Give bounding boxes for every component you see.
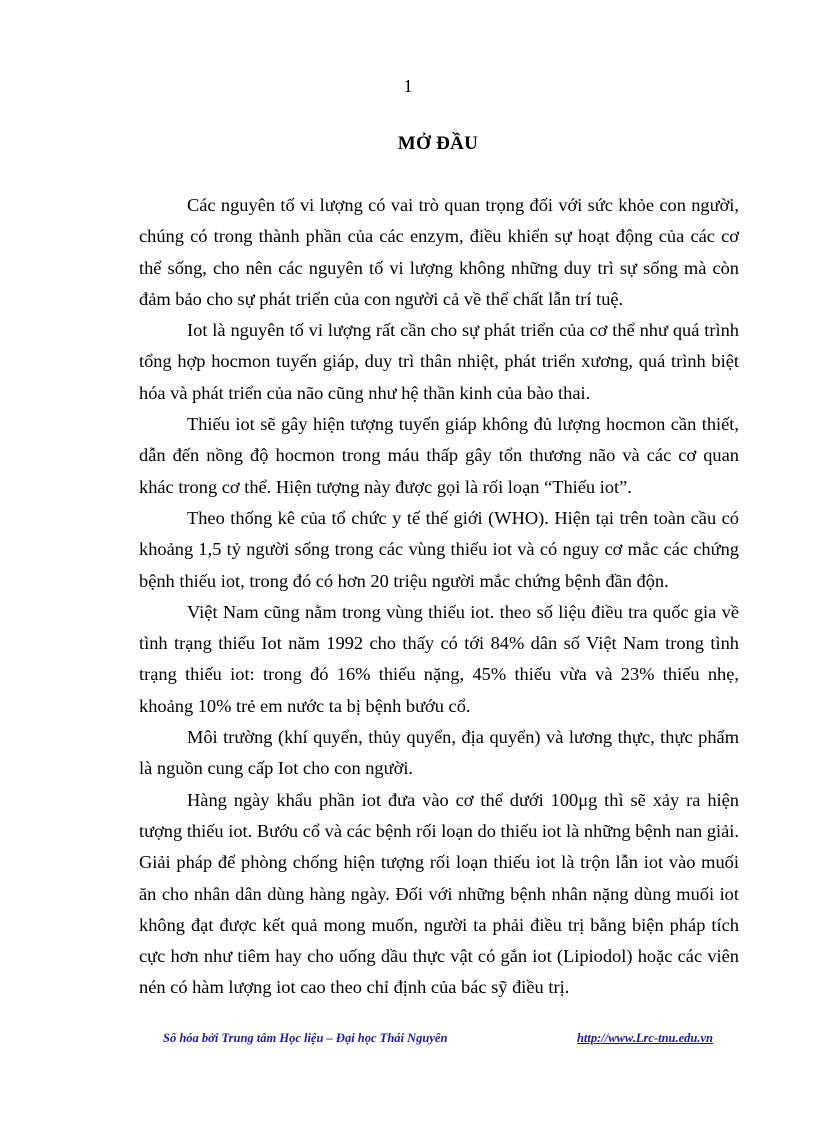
paragraph: Các nguyên tố vi lượng có vai trò quan trọng đối với sức khỏe con người, chúng có trong thành phần của các enzym, điều khiển sự hoạt động của các cơ thể sống, cho nên các nguyên tố vi lượng không những duy trì sự sống mà còn đảm bảo cho sự phát triển của con người cả về thể chất lẫn trí tuệ.: [139, 195, 739, 309]
paragraph: Thiếu iot sẽ gây hiện tượng tuyến giáp không đủ lượng hocmon cần thiết, dẫn đến nồng độ hocmon trong máu thấp gây tổn thương não và các cơ quan khác trong cơ thể. Hiện tượng này được gọi là rối loạn “Thiếu iot”.: [139, 414, 739, 497]
page-number: 1: [403, 76, 413, 96]
body-text: [139, 190, 739, 1004]
footer-source-text: Số hóa bởi Trung tâm Học liệu – Đại học Thái Nguyên: [163, 1031, 448, 1045]
paragraph: Việt Nam cũng nằm trong vùng thiếu iot. theo số liệu điều tra quốc gia về tình trạng thiếu Iot năm 1992 cho thấy có tới 84% dân số Việt Nam trong tình trạng thiếu iot: trong đó 16% thiếu nặng, 45% thiếu vừa và 23% thiếu nhẹ, khoảng 10% trẻ em nước ta bị bệnh bướu cổ.: [139, 601, 739, 716]
paragraph: Theo thống kê của tổ chức y tế thế giới (WHO). Hiện tại trên toàn cầu có khoảng 1,5 tỷ người sống trong các vùng thiếu iot và có nguy cơ mắc các chứng bệnh thiếu iot, trong đó có hơn 20 triệu người mắc chứng bệnh đần độn.: [139, 507, 739, 591]
paragraph: Iot là nguyên tố vi lượng rất cần cho sự phát triển của cơ thể như quá trình tổng hợp hocmon tuyến giáp, duy trì thân nhiệt, phát triển xương, quá trình biệt hóa và phát triển của não cũng như hệ thần kinh của bào thai.: [139, 320, 739, 403]
paragraph: Môi trường (khí quyển, thủy quyển, địa quyển) và lương thực, thực phẩm là nguồn cung cấp Iot cho con người.: [139, 727, 739, 779]
paragraph: Hàng ngày khẩu phần iot đưa vào cơ thể dưới 100μg thì sẽ xảy ra hiện tượng thiếu iot. Bướu cổ và các bệnh rối loạn do thiếu iot là những bệnh nan giải. Giải pháp để phòng chống hiện tượng rối loạn thiếu iot là trộn lẫn iot vào muối ăn cho nhân dân dùng hàng ngày. Đối với những bệnh nhân nặng dùng muối iot không đạt được kết quả mong muốn, người ta phải điều trị bằng biện pháp tích cực hơn như tiêm hay cho uống dầu thực vật có gắn iot (Lipiodol) hoặc các viên nén có hàm lượng iot cao theo chỉ định của bác sỹ điều trị.: [139, 789, 739, 998]
footer-link[interactable]: http://www.Lrc-tnu.edu.vn: [576, 1031, 713, 1045]
page-title: MỞ ĐẦU: [397, 133, 479, 154]
